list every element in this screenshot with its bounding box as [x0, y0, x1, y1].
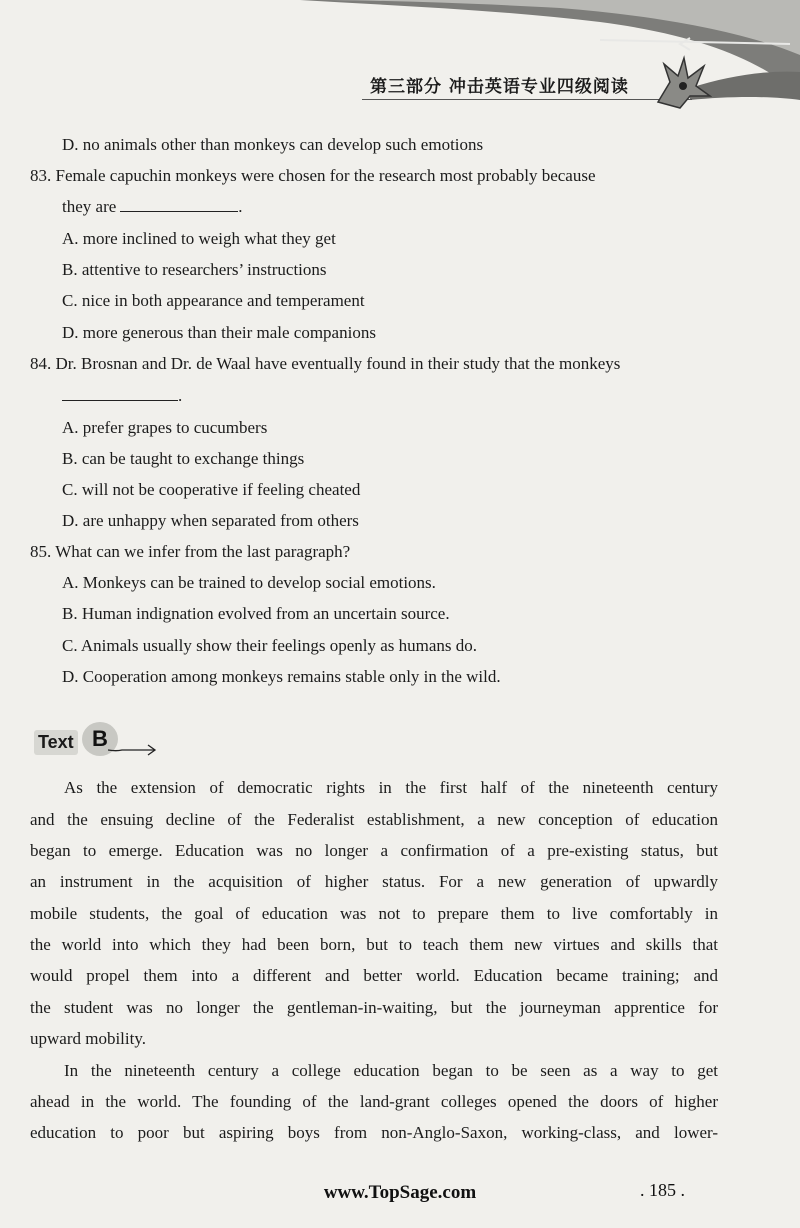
option-text: no animals other than monkeys can develop such emotions [82, 135, 484, 154]
option-text: Cooperation among monkeys remains stable only in the wild. [82, 667, 501, 686]
option-text: prefer grapes to cucumbers [82, 418, 268, 437]
option-83-c [62, 291, 365, 311]
question-stem-text: Dr. Brosnan and Dr. de Waal have eventually found in their study that the monkeys [55, 354, 621, 373]
passage-line: upward mobility. [30, 1029, 146, 1048]
option-83-b [62, 260, 327, 280]
option-text: nice in both appearance and temperament [81, 291, 365, 310]
passage-line: would propel them into a different and better world. Education became training; and [30, 966, 718, 985]
text-b-heading [30, 722, 170, 762]
passage-line: As the extension of democratic rights in the first half of the nineteenth century [64, 778, 718, 797]
option-letter: A. [62, 418, 79, 437]
option-letter: B. [62, 260, 78, 279]
passage-line: began to emerge. Education was no longer a confirmation of a pre-existing status, but [30, 841, 718, 860]
passage-line: education to poor but aspiring boys from non-Anglo-Saxon, working-class, and lower- [30, 1123, 718, 1142]
option-text: Human indignation evolved from an uncertain source. [81, 604, 450, 623]
answer-blank [62, 386, 178, 401]
question-83-stem-line-1 [30, 166, 596, 186]
option-letter: C. [62, 636, 78, 655]
passage-line: ahead in the world. The founding of the land-grant colleges opened the doors of higher [30, 1092, 718, 1111]
section-title: 第三部分 冲击英语专业四级阅读 [370, 77, 629, 97]
option-82-d [62, 135, 483, 155]
option-text: Animals usually show their feelings openly as humans do. [80, 636, 478, 655]
option-text: attentive to researchers’ instructions [81, 260, 327, 279]
question-stem-text: Female capuchin monkeys were chosen for the research most probably because [55, 166, 596, 185]
question-stem-text: What can we infer from the last paragraph? [55, 542, 351, 561]
question-stem-text: they are [62, 197, 117, 216]
option-85-d [62, 667, 501, 687]
option-84-c [62, 480, 360, 500]
option-text: can be taught to exchange things [81, 449, 305, 468]
option-84-b [62, 449, 304, 469]
question-84-stem-line-1 [30, 354, 620, 374]
mascot-icon [650, 52, 712, 110]
question-number: 83. [30, 166, 52, 185]
passage-line: the student was no longer the gentleman-in-waiting, but the journeyman apprentice for [30, 998, 718, 1017]
option-letter: A. [62, 229, 79, 248]
header-rule [362, 99, 692, 100]
option-84-d [62, 511, 359, 531]
option-84-a [62, 418, 267, 438]
option-letter: D. [62, 135, 79, 154]
option-83-d [62, 323, 376, 343]
option-85-a [62, 573, 436, 593]
question-83-stem-line-2: they are . [62, 197, 243, 216]
option-83-a [62, 229, 336, 249]
question-84-stem-line-2: . [62, 386, 182, 406]
question-number: 85. [30, 542, 52, 561]
text-label: Text [34, 730, 78, 755]
question-85-stem [30, 542, 350, 562]
answer-blank [120, 197, 238, 212]
option-text: Monkeys can be trained to develop social emotions. [82, 573, 436, 592]
text-letter-badge: B [82, 722, 118, 756]
page-number: . 185 . [640, 1180, 685, 1200]
passage-line: an instrument in the acquisition of higher status. For a new generation of upwardly [30, 872, 718, 891]
option-text: more inclined to weigh what they get [82, 229, 336, 248]
option-letter: D. [62, 323, 79, 342]
option-85-c [62, 636, 477, 656]
option-text: more generous than their male companions [82, 323, 376, 342]
passage-line: mobile students, the goal of education was not to prepare them to live comfortably in [30, 904, 718, 923]
option-85-b [62, 604, 450, 624]
option-letter: D. [62, 511, 79, 530]
option-letter: A. [62, 573, 79, 592]
arrow-right-icon [108, 742, 158, 756]
passage-line: In the nineteenth century a college education began to be seen as a way to get [64, 1061, 718, 1080]
passage-line: the world into which they had been born, but to teach them new virtues and skills that [30, 935, 718, 954]
option-letter: D. [62, 667, 79, 686]
option-letter: C. [62, 480, 78, 499]
option-text: are unhappy when separated from others [82, 511, 359, 530]
question-number: 84. [30, 354, 52, 373]
option-letter: C. [62, 291, 78, 310]
option-letter: B. [62, 449, 78, 468]
option-letter: B. [62, 604, 78, 623]
passage-line: and the ensuing decline of the Federalist establishment, a new conception of education [30, 810, 718, 829]
footer-url: www.TopSage.com [323, 1182, 477, 1203]
option-text: will not be cooperative if feeling cheated [81, 480, 361, 499]
